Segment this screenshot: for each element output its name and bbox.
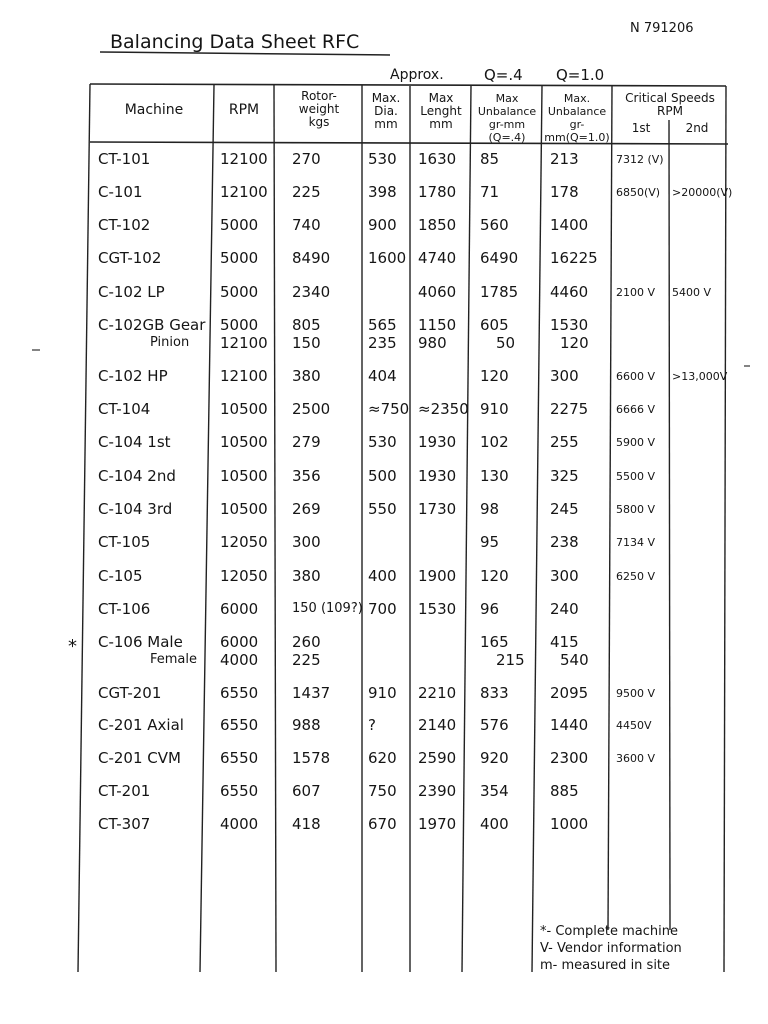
cell-critical-1st: 7312 (V) bbox=[616, 153, 664, 166]
cell-machine: CT-105 bbox=[98, 533, 151, 551]
cell-max-length: 2140 bbox=[418, 716, 457, 734]
cell-machine: C-101 bbox=[98, 183, 143, 201]
cell-rpm-sub: 4000 bbox=[220, 651, 259, 669]
cell-unbalance-04: 560 bbox=[480, 216, 509, 234]
cell-rpm: 10500 bbox=[220, 467, 268, 485]
cell-unbalance-10: 1440 bbox=[550, 716, 589, 734]
cell-rotor-weight: 2340 bbox=[292, 283, 331, 301]
cell-unbalance-04: 910 bbox=[480, 400, 509, 418]
cell-machine: CGT-102 bbox=[98, 249, 162, 267]
cell-max-length: 1850 bbox=[418, 216, 457, 234]
cell-unbalance-04: 120 bbox=[480, 367, 509, 385]
cell-rotor-weight: 260 bbox=[292, 633, 321, 651]
cell-critical-2nd: >13,000V bbox=[672, 370, 728, 383]
cell-critical-2nd: 5400 V bbox=[672, 286, 712, 299]
cell-critical-1st: 7134 V bbox=[616, 536, 656, 549]
cell-unbalance-10: 415 bbox=[550, 633, 579, 651]
header-max-length: Max Lenght mm bbox=[420, 91, 462, 131]
legend-measured-in-site: m- measured in site bbox=[540, 958, 671, 973]
cell-unbalance-04: 130 bbox=[480, 467, 509, 485]
cell-unbalance-10: 255 bbox=[550, 433, 579, 451]
cell-rpm: 6000 bbox=[220, 633, 259, 651]
cell-unbalance-10: 245 bbox=[550, 500, 579, 518]
cell-rpm: 12100 bbox=[220, 150, 268, 168]
cell-rotor-weight: 380 bbox=[292, 567, 321, 585]
cell-max-dia: 1600 bbox=[368, 249, 407, 267]
approx-label: Approx. bbox=[390, 67, 444, 83]
cell-unbalance-10: 238 bbox=[550, 533, 579, 551]
cell-machine: C-201 Axial bbox=[98, 716, 184, 734]
cell-rotor-weight: 805 bbox=[292, 316, 321, 334]
cell-rotor-weight: 356 bbox=[292, 467, 321, 485]
cell-unbalance-04: 605 bbox=[480, 316, 509, 334]
cell-unbalance-10: 300 bbox=[550, 367, 579, 385]
cell-unbalance-10: 2095 bbox=[550, 684, 589, 702]
cell-critical-1st: 6850(V) bbox=[616, 186, 661, 199]
cell-unbalance-10: 178 bbox=[550, 183, 579, 201]
cell-unbalance-04: 102 bbox=[480, 433, 509, 451]
cell-machine: C-104 3rd bbox=[98, 500, 173, 518]
cell-max-length: 1730 bbox=[418, 500, 457, 518]
cell-critical-1st: 6250 V bbox=[616, 570, 656, 583]
cell-max-length: 4740 bbox=[418, 249, 457, 267]
cell-max-length: ≈2350 bbox=[418, 400, 469, 418]
cell-machine: C-104 1st bbox=[98, 433, 171, 451]
cell-max-length-sub: 980 bbox=[418, 334, 447, 352]
cell-machine: CT-106 bbox=[98, 600, 151, 618]
cell-rpm: 6550 bbox=[220, 749, 259, 767]
cell-machine-sub: Female bbox=[150, 652, 198, 667]
cell-rpm: 5000 bbox=[220, 283, 259, 301]
cell-critical-1st: 3600 V bbox=[616, 752, 656, 765]
cell-max-length: 1530 bbox=[418, 600, 457, 618]
cell-critical-1st: 4450V bbox=[616, 719, 652, 732]
cell-machine: C-106 Male bbox=[98, 633, 183, 651]
header-machine: Machine bbox=[124, 102, 184, 118]
cell-critical-1st: 6666 V bbox=[616, 403, 656, 416]
cell-unbalance-10: 885 bbox=[550, 782, 579, 800]
cell-rotor-weight: 270 bbox=[292, 150, 321, 168]
cell-machine: C-102 HP bbox=[98, 367, 168, 385]
cell-rotor-weight: 418 bbox=[292, 815, 321, 833]
cell-critical-1st: 6600 V bbox=[616, 370, 656, 383]
cell-critical-1st: 9500 V bbox=[616, 687, 656, 700]
cell-critical-1st: 2100 V bbox=[616, 286, 656, 299]
cell-max-dia-sub: 235 bbox=[368, 334, 397, 352]
cell-max-dia: 530 bbox=[368, 150, 397, 168]
cell-rpm: 4000 bbox=[220, 815, 259, 833]
cell-rpm: 10500 bbox=[220, 500, 268, 518]
cell-unbalance-04: 96 bbox=[480, 600, 500, 618]
cell-unbalance-04: 1785 bbox=[480, 283, 519, 301]
header-rotor-weight: Rotor- weight kgs bbox=[298, 89, 340, 129]
cell-machine: C-102GB Gear bbox=[98, 316, 206, 334]
cell-max-dia: ≈750 bbox=[368, 400, 410, 418]
cell-machine: C-201 CVM bbox=[98, 749, 181, 767]
cell-machine: C-102 LP bbox=[98, 283, 165, 301]
cell-rotor-weight: 225 bbox=[292, 183, 321, 201]
cell-rpm: 6550 bbox=[220, 684, 259, 702]
cell-max-dia: 530 bbox=[368, 433, 397, 451]
document-number: N 791206 bbox=[630, 21, 694, 36]
cell-rotor-weight-sub: 225 bbox=[292, 651, 321, 669]
cell-unbalance-10: 1400 bbox=[550, 216, 589, 234]
cell-rpm: 6550 bbox=[220, 716, 259, 734]
cell-critical-1st: 5500 V bbox=[616, 470, 656, 483]
cell-max-length: 2390 bbox=[418, 782, 457, 800]
cell-rotor-weight: 8490 bbox=[292, 249, 331, 267]
cell-critical-1st: 5800 V bbox=[616, 503, 656, 516]
header-max-dia: Max. Dia. mm bbox=[371, 91, 401, 131]
cell-unbalance-04: 85 bbox=[480, 150, 500, 168]
cell-rpm-sub: 12100 bbox=[220, 334, 268, 352]
cell-max-dia: 670 bbox=[368, 815, 397, 833]
cell-unbalance-10: 16225 bbox=[550, 249, 598, 267]
cell-max-dia: 400 bbox=[368, 567, 397, 585]
header-critical-speeds: Critical Speeds RPM bbox=[625, 91, 715, 118]
cell-machine-sub: Pinion bbox=[150, 335, 190, 350]
cell-rpm: 12100 bbox=[220, 183, 268, 201]
cell-machine: CT-201 bbox=[98, 782, 151, 800]
cell-max-length: 1970 bbox=[418, 815, 457, 833]
cell-unbalance-10: 4460 bbox=[550, 283, 589, 301]
asterisk-mark: * bbox=[68, 636, 77, 657]
cell-rotor-weight: 279 bbox=[292, 433, 321, 451]
cell-unbalance-04: 120 bbox=[480, 567, 509, 585]
cell-max-dia: 700 bbox=[368, 600, 397, 618]
cell-rotor-weight: 380 bbox=[292, 367, 321, 385]
cell-unbalance-04-sub: 215 bbox=[496, 651, 525, 669]
cell-max-length: 1930 bbox=[418, 467, 457, 485]
cell-rotor-weight: 988 bbox=[292, 716, 321, 734]
cell-max-dia: 404 bbox=[368, 367, 397, 385]
cell-max-length: 1150 bbox=[418, 316, 457, 334]
cell-rotor-weight: 607 bbox=[292, 782, 321, 800]
cell-max-dia: 750 bbox=[368, 782, 397, 800]
cell-rotor-weight: 1437 bbox=[292, 684, 331, 702]
cell-rpm: 10500 bbox=[220, 400, 268, 418]
cell-rpm: 10500 bbox=[220, 433, 268, 451]
cell-unbalance-10: 240 bbox=[550, 600, 579, 618]
cell-unbalance-10-sub: 120 bbox=[560, 334, 589, 352]
cell-machine: CT-104 bbox=[98, 400, 151, 418]
cell-critical-2nd: >20000(V) bbox=[672, 186, 733, 199]
cell-rpm: 5000 bbox=[220, 316, 259, 334]
cell-unbalance-04: 354 bbox=[480, 782, 509, 800]
cell-rotor-weight: 1578 bbox=[292, 749, 331, 767]
header-rpm: RPM bbox=[228, 102, 260, 118]
cell-unbalance-04: 400 bbox=[480, 815, 509, 833]
cell-max-dia: 900 bbox=[368, 216, 397, 234]
cell-critical-1st: 5900 V bbox=[616, 436, 656, 449]
cell-unbalance-04: 95 bbox=[480, 533, 500, 551]
cell-max-length: 1780 bbox=[418, 183, 457, 201]
q-label-04: Q=.4 bbox=[484, 66, 523, 84]
cell-rotor-weight: 269 bbox=[292, 500, 321, 518]
cell-rotor-weight: 2500 bbox=[292, 400, 331, 418]
cell-max-dia: 910 bbox=[368, 684, 397, 702]
cell-machine: CT-101 bbox=[98, 150, 151, 168]
cell-max-length: 4060 bbox=[418, 283, 457, 301]
header-second: 2nd bbox=[685, 121, 709, 135]
cell-rotor-weight: 740 bbox=[292, 216, 321, 234]
cell-rpm: 6550 bbox=[220, 782, 259, 800]
cell-max-length: 1900 bbox=[418, 567, 457, 585]
cell-unbalance-10-sub: 540 bbox=[560, 651, 589, 669]
cell-max-dia: 398 bbox=[368, 183, 397, 201]
cell-rotor-weight: 300 bbox=[292, 533, 321, 551]
cell-unbalance-04: 71 bbox=[480, 183, 500, 201]
cell-machine: CGT-201 bbox=[98, 684, 162, 702]
cell-unbalance-04: 576 bbox=[480, 716, 509, 734]
legend-vendor-information: V- Vendor information bbox=[540, 941, 682, 956]
cell-unbalance-04: 165 bbox=[480, 633, 509, 651]
cell-unbalance-10: 325 bbox=[550, 467, 579, 485]
cell-machine: C-105 bbox=[98, 567, 143, 585]
cell-max-dia: 500 bbox=[368, 467, 397, 485]
cell-unbalance-04: 833 bbox=[480, 684, 509, 702]
cell-rpm: 12050 bbox=[220, 533, 268, 551]
cell-unbalance-10: 300 bbox=[550, 567, 579, 585]
cell-unbalance-04: 98 bbox=[480, 500, 500, 518]
cell-max-dia: 550 bbox=[368, 500, 397, 518]
cell-unbalance-10: 2300 bbox=[550, 749, 589, 767]
cell-rpm: 12050 bbox=[220, 567, 268, 585]
cell-rpm: 6000 bbox=[220, 600, 259, 618]
cell-max-length: 1930 bbox=[418, 433, 457, 451]
header-first: 1st bbox=[631, 121, 651, 135]
cell-max-dia: 565 bbox=[368, 316, 397, 334]
cell-max-dia: ? bbox=[368, 716, 376, 734]
cell-unbalance-04-sub: 50 bbox=[496, 334, 516, 352]
cell-max-length: 1630 bbox=[418, 150, 457, 168]
cell-machine: CT-102 bbox=[98, 216, 151, 234]
page-title: Balancing Data Sheet RFC bbox=[110, 31, 360, 53]
cell-max-length: 2210 bbox=[418, 684, 457, 702]
cell-unbalance-04: 6490 bbox=[480, 249, 519, 267]
cell-rotor-weight-sub: 150 bbox=[292, 334, 321, 352]
header-max-unbalance-10: Max. Unbalance gr-mm(Q=1.0) bbox=[544, 92, 610, 144]
cell-unbalance-10: 1530 bbox=[550, 316, 589, 334]
cell-max-length: 2590 bbox=[418, 749, 457, 767]
cell-rpm: 12100 bbox=[220, 367, 268, 385]
cell-machine: C-104 2nd bbox=[98, 467, 176, 485]
cell-max-dia: 620 bbox=[368, 749, 397, 767]
cell-rotor-weight: 150 (109?) bbox=[292, 601, 363, 616]
legend-complete-machine: *- Complete machine bbox=[540, 924, 678, 939]
header-max-unbalance-04: Max Unbalance gr-mm (Q=.4) bbox=[477, 92, 537, 144]
cell-unbalance-10: 1000 bbox=[550, 815, 589, 833]
q-label-10: Q=1.0 bbox=[556, 66, 605, 84]
cell-unbalance-10: 213 bbox=[550, 150, 579, 168]
cell-unbalance-10: 2275 bbox=[550, 400, 589, 418]
cell-rpm: 5000 bbox=[220, 216, 259, 234]
cell-unbalance-04: 920 bbox=[480, 749, 509, 767]
cell-rpm: 5000 bbox=[220, 249, 259, 267]
cell-machine: CT-307 bbox=[98, 815, 151, 833]
